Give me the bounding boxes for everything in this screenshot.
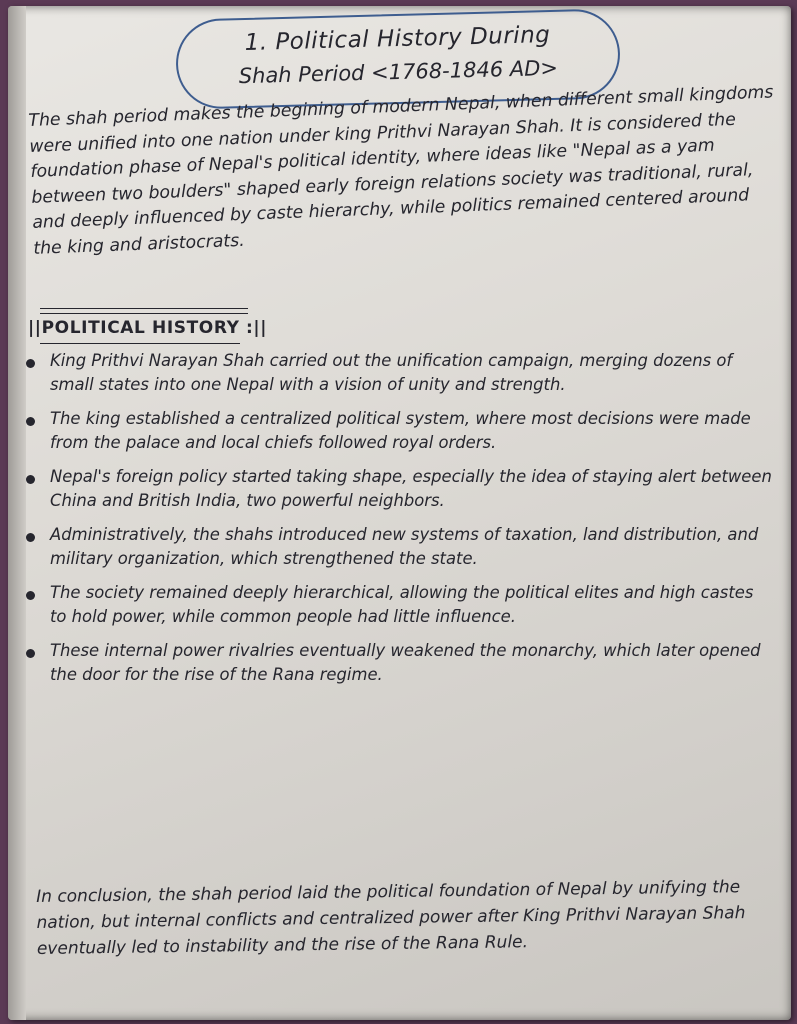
list-item <box>24 407 774 454</box>
intro-paragraph: The shah period makes the begining of modern Nepal, when different small kingdoms were unified into one nation under king Prithvi Narayan Shah. It is considered the foundation phase of Nepal's political identity, where ideas like "Nepal as a yam between two boulders" shaped early foreign relations society was traditional, rural, and deeply influenced by caste hierarchy, while politics remained centered around the king and aristocrats. <box>28 82 774 259</box>
bullet-text: King Prithvi Narayan Shah carried out the unification campaign, merging dozens of small states into one Nepal with a vision of unity and strength. <box>50 351 733 394</box>
bullet-text: These internal power rivalries eventually weakened the monarchy, which later opened the door for the rise of the Rana regime. <box>50 641 761 684</box>
bullet-dot-icon <box>26 417 35 426</box>
notebook-page <box>8 6 791 1020</box>
bullet-dot-icon <box>26 591 35 600</box>
conclusion-paragraph: In conclusion, the shah period laid the political foundation of Nepal by unifying the nation, but internal conflicts and centralized power after King Prithvi Narayan Shah eventually led to instability and the rise of the Rana Rule. <box>36 877 746 959</box>
bullet-dot-icon <box>26 475 35 484</box>
bullet-dot-icon <box>26 649 35 658</box>
section-heading-block <box>22 308 322 348</box>
bullet-dot-icon <box>26 359 35 368</box>
list-item <box>24 581 774 628</box>
list-item <box>24 639 774 686</box>
bullet-text: The society remained deeply hierarchical, allowing the political elites and high castes to hold power, while common people had little influence. <box>50 583 754 626</box>
heading-rule-top-2 <box>40 313 248 314</box>
list-item <box>24 465 774 512</box>
page-subtitle: Shah Period <1768-1846 AD> <box>238 55 559 89</box>
page-title: 1. Political History During <box>244 22 551 57</box>
bullet-dot-icon <box>26 533 35 542</box>
heading-rule-top-1 <box>40 308 248 309</box>
section-heading: ||POLITICAL HISTORY :|| <box>28 318 268 338</box>
bullet-text: Nepal's foreign policy started taking shape, especially the idea of staying alert between China and British India, two powerful neighbors. <box>50 467 772 510</box>
list-item <box>24 523 774 570</box>
bullet-list <box>24 349 774 697</box>
list-item <box>24 349 774 396</box>
heading-underline <box>40 343 240 344</box>
bullet-text: Administratively, the shahs introduced new systems of taxation, land distribution, and military organization, which strengthened the state. <box>50 525 759 568</box>
bullet-text: The king established a centralized political system, where most decisions were made from the palace and local chiefs followed royal orders. <box>50 409 751 452</box>
